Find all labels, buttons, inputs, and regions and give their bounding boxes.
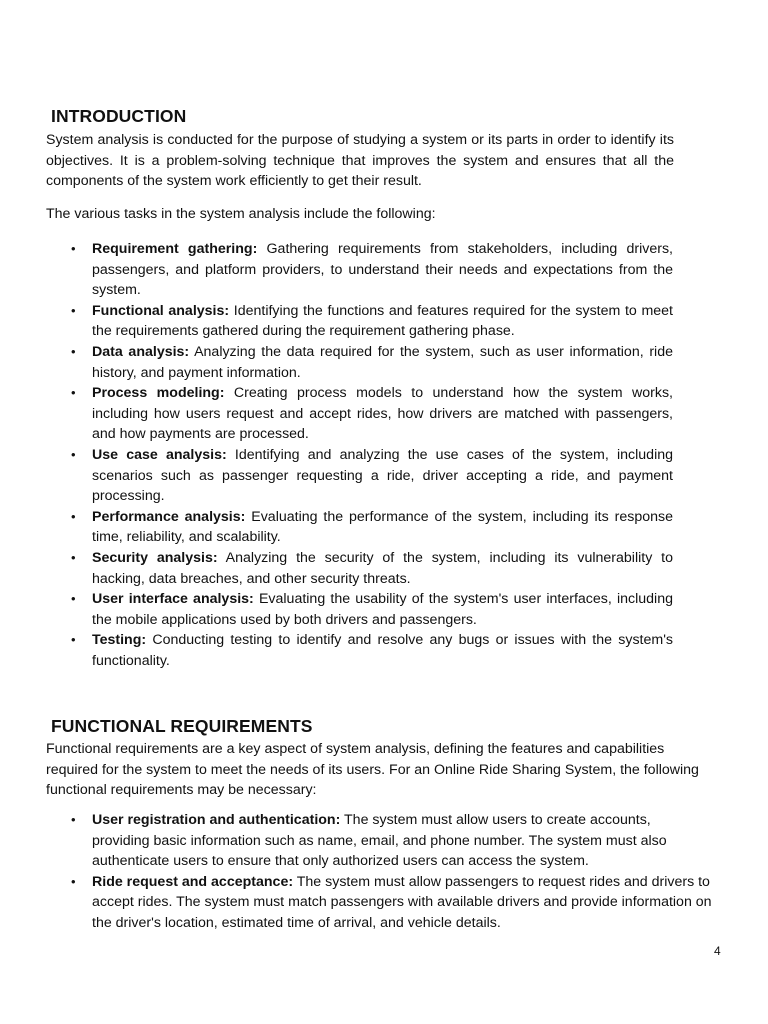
bullet-icon: • xyxy=(71,385,76,401)
list-item xyxy=(0,342,673,383)
list-item xyxy=(0,548,673,589)
functional-requirements-heading: FUNCTIONAL REQUIREMENTS xyxy=(51,716,313,736)
list-item-term: Ride request and acceptance: xyxy=(92,873,294,890)
bullet-icon: • xyxy=(71,549,76,565)
list-item xyxy=(0,507,673,548)
list-item-text: The system must allow users to create accounts, providing basic information such as name, email, and phone number. The system must also authenticate users to ensure that only authorized users can access the system. xyxy=(92,812,667,870)
list-item-text: Creating process models to understand how the system works, including how users request and accept rides, how drivers are matched with passengers, and how payments are processed. xyxy=(92,385,673,443)
list-item-term: Functional analysis: xyxy=(92,302,230,319)
bullet-icon: • xyxy=(71,446,76,462)
list-item-term: Requirement gathering: xyxy=(92,241,258,257)
bullet-icon: • xyxy=(71,591,76,607)
list-item xyxy=(0,239,673,301)
list-item-text: Identifying the functions and features required for the system to meet the requirements gathered during the requirement gathering phase. xyxy=(92,302,673,340)
list-item xyxy=(0,383,673,445)
list-item xyxy=(0,445,673,507)
bullet-icon: • xyxy=(71,812,76,827)
page-number: 4 xyxy=(714,944,721,958)
list-item-text: Conducting testing to identify and resolve any bugs or issues with the system's functionality. xyxy=(92,632,673,669)
list-item-term: Use case analysis: xyxy=(92,446,227,463)
bullet-icon: • xyxy=(71,873,76,889)
list-item-text: Evaluating the performance of the system, including its response time, reliability, and scalability. xyxy=(92,508,673,546)
introduction-heading: INTRODUCTION xyxy=(51,106,187,126)
list-item-text: Analyzing the data required for the system, such as user information, ride history, and payment information. xyxy=(92,343,673,381)
list-item-term: Process modeling: xyxy=(92,385,225,402)
list-item-term: Testing: xyxy=(92,632,147,649)
tasks-intro-text: The various tasks in the system analysis include the following: xyxy=(46,206,436,222)
introduction-paragraph: System analysis is conducted for the purpose of studying a system or its parts in order to identify its objectives. It is a problem-solving technique that improves the system and ensures that all the components of the system work efficiently to get their result. xyxy=(46,132,674,190)
list-item xyxy=(0,872,712,934)
list-item-term: User registration and authentication: xyxy=(92,812,341,828)
list-item-text: The system must allow passengers to request rides and drivers to accept rides. The system must match passengers with available drivers and provide information on the driver's location, estimated time of arrival, and vehicle details. xyxy=(92,873,712,931)
bullet-icon: • xyxy=(71,632,76,648)
list-item xyxy=(0,810,712,872)
list-item-term: Data analysis: xyxy=(92,343,190,360)
list-item xyxy=(0,630,673,671)
bullet-icon: • xyxy=(71,508,76,524)
bullet-icon: • xyxy=(71,241,76,256)
functional-requirements-paragraph: Functional requirements are a key aspect of system analysis, defining the features and capabilities required for the system to meet the needs of its users. For an Online Ride Sharing System, the following functional requirements may be necessary: xyxy=(46,741,699,799)
list-item xyxy=(0,301,673,342)
list-item-text: Analyzing the security of the system, including its vulnerability to hacking, data breaches, and other security threats. xyxy=(92,549,674,587)
list-item-term: User interface analysis: xyxy=(92,591,254,608)
analysis-tasks-list xyxy=(0,239,673,671)
bullet-icon: • xyxy=(71,302,76,318)
list-item-text: Gathering requirements from stakeholders, including drivers, passengers, and platform providers, to understand their needs and expectations from the system. xyxy=(92,241,673,299)
list-item-term: Security analysis: xyxy=(92,549,218,566)
functional-requirements-list xyxy=(0,810,712,934)
list-item-text: Evaluating the usability of the system's user interfaces, including the mobile applications used by both drivers and passengers. xyxy=(92,591,673,628)
bullet-icon: • xyxy=(71,343,76,359)
list-item xyxy=(0,589,673,630)
list-item-term: Performance analysis: xyxy=(92,508,246,525)
list-item-text: Identifying and analyzing the use cases of the system, including scenarios such as passenger requesting a ride, driver accepting a ride, and payment processing. xyxy=(92,446,673,505)
